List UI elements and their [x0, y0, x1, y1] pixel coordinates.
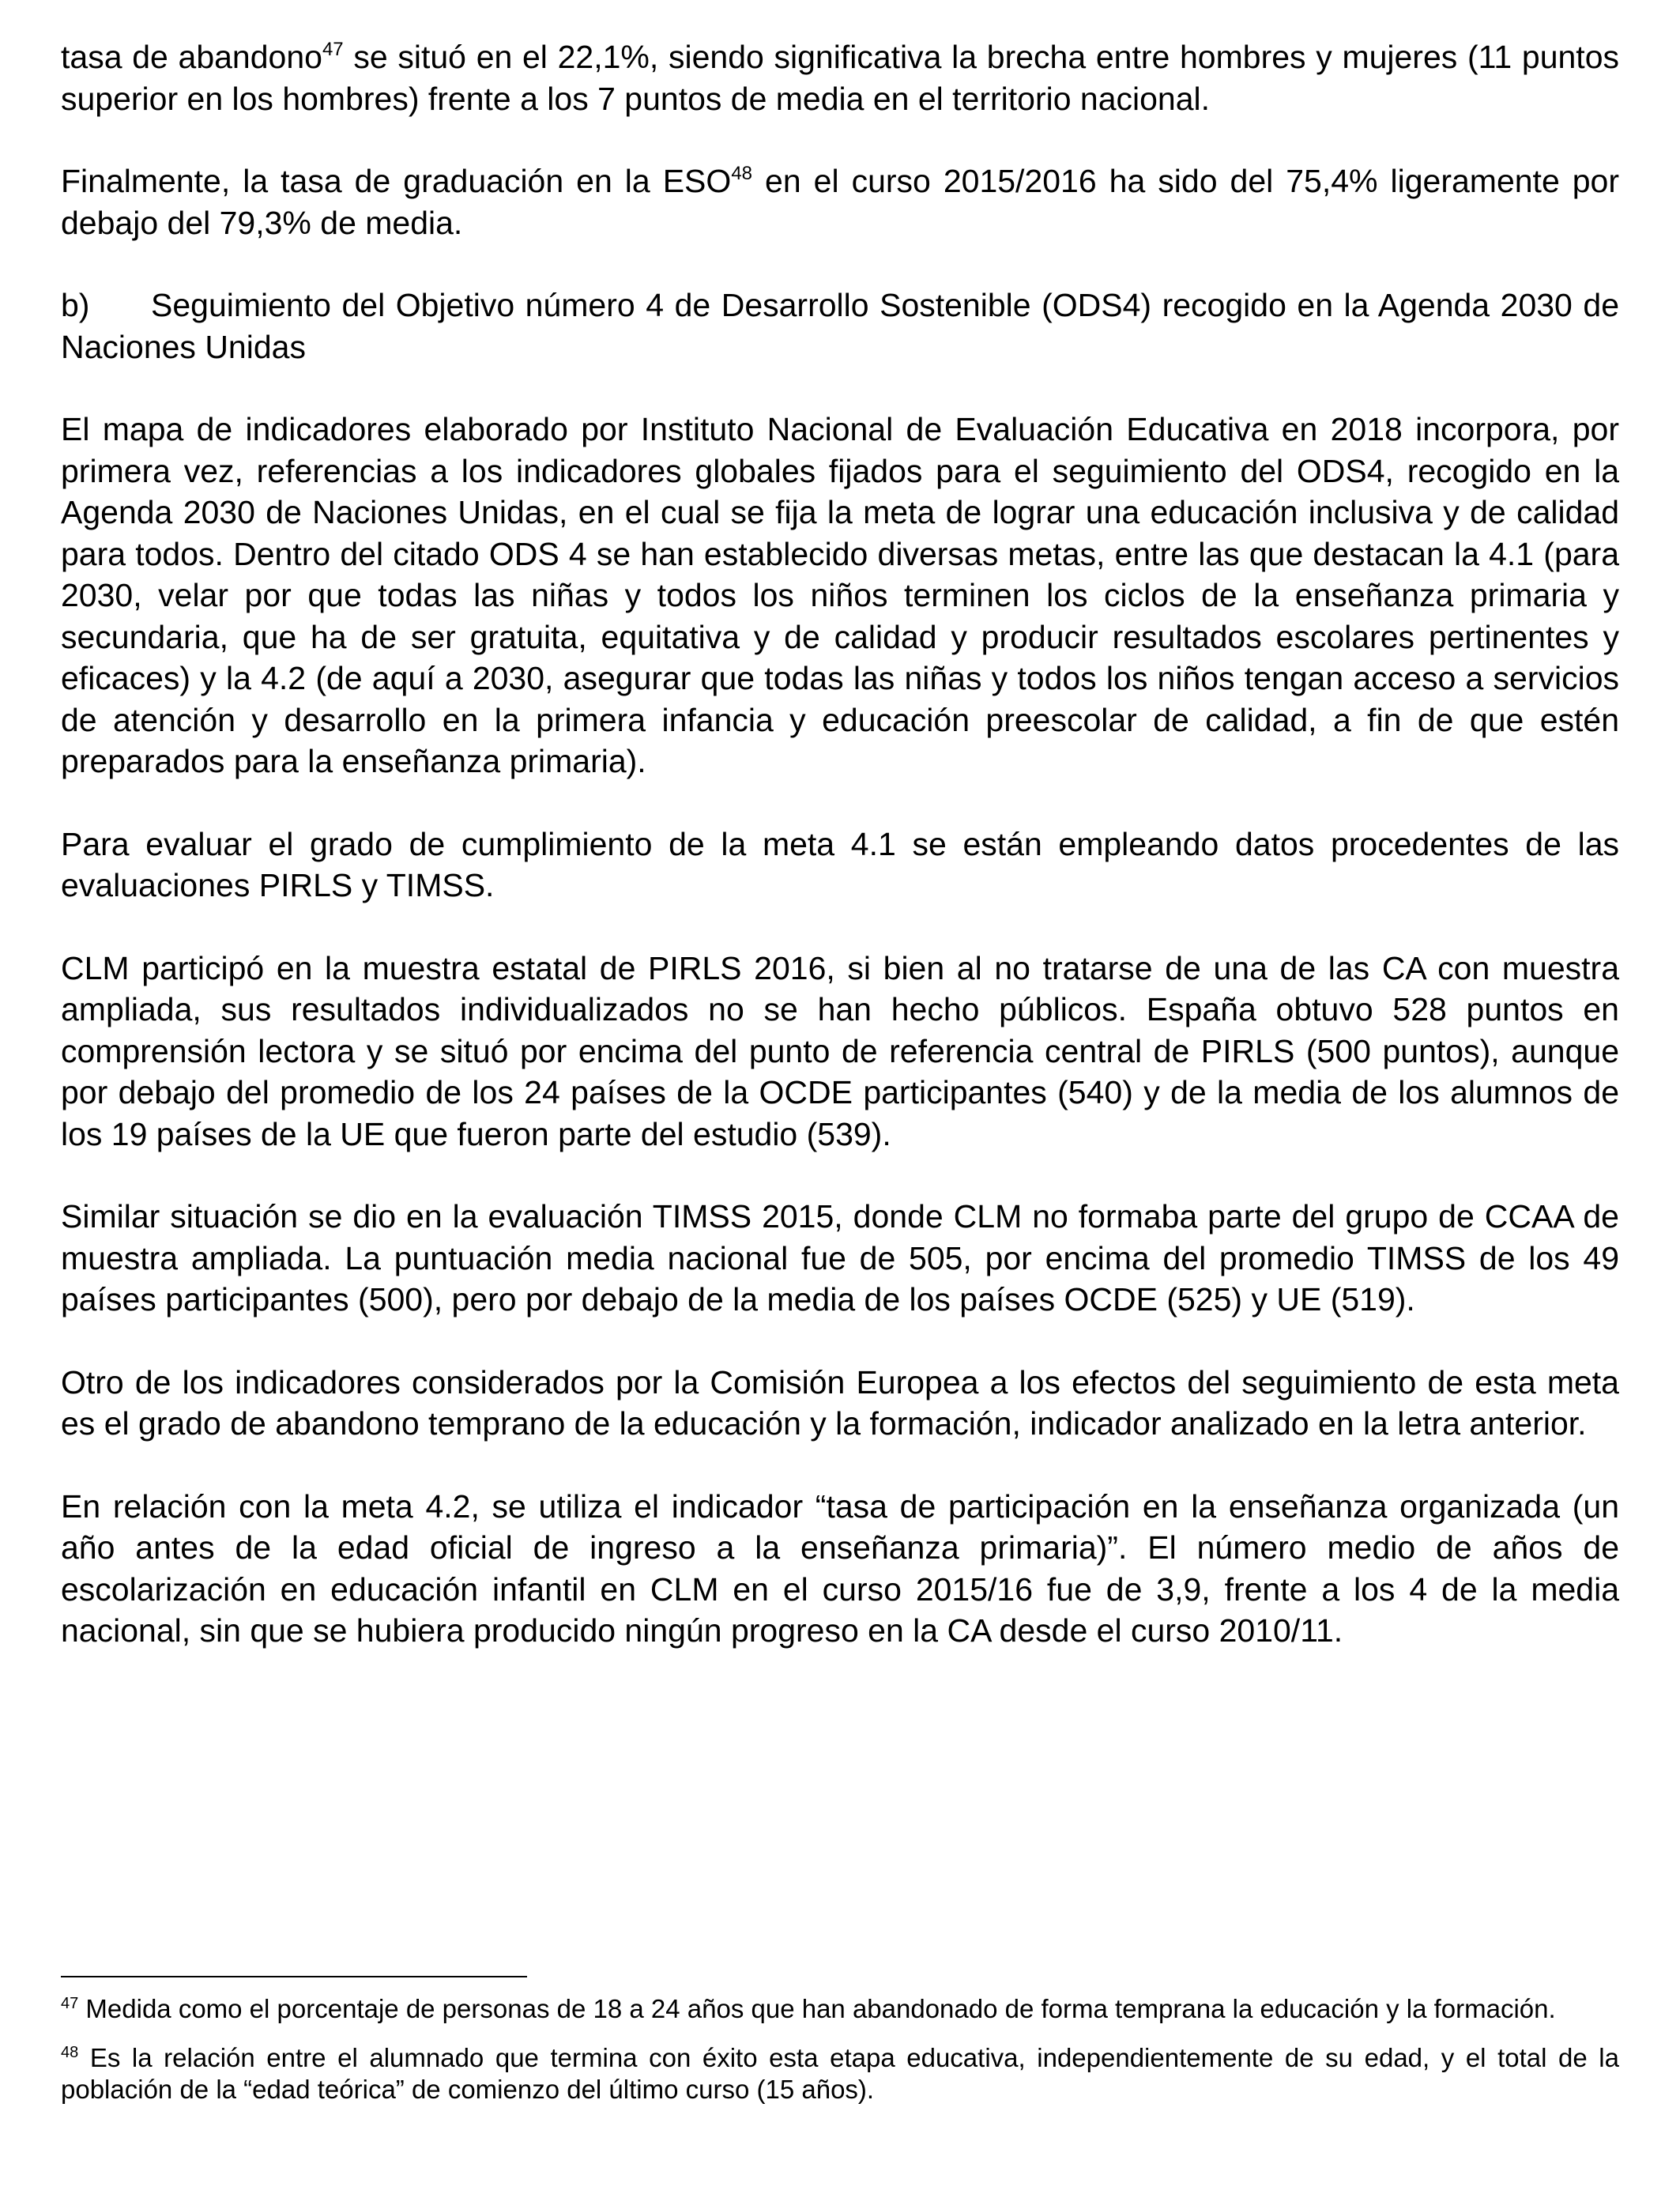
- paragraph-pirls: CLM participó en la muestra estatal de PIRLS 2016, si bien al no tratarse de una de las CA con muestra ampliada, sus resultados individualizados no se han hecho públicos. España obtuvo 528 puntos en comprensión lectora y se situó por encima del punto de referencia central de PIRLS (500 puntos), aunque por debajo del promedio de los 24 países de la OCDE participantes (540) y de la media de los alumnos de los 19 países de la UE que fueron parte del estudio (539).: [61, 949, 1619, 1152]
- paragraph-abandono: [61, 36, 1619, 119]
- footnote-48: [61, 2042, 1619, 2105]
- footnote-text: Medida como el porcentaje de personas de 18 a 24 años que han abandonado de forma temprana la educación y la formación.: [78, 1994, 1556, 2023]
- paragraph-abandono-temprano: Otro de los indicadores considerados por la Comisión Europea a los efectos del seguimiento de esta meta es el grado de abandono temprano de la educación y la formación, indicador analizado en la letra anterior.: [61, 1363, 1619, 1442]
- document-body: [61, 36, 1619, 1652]
- paragraph-meta-4-2: En relación con la meta 4.2, se utiliza el indicador “tasa de participación en la enseñanza organizada (un año antes de la edad oficial de ingreso a la enseñanza primaria)”. El número medio de años de escolarización en educación infantil en CLM en el curso 2015/16 fue de 3,9, frente a los 4 de la media nacional, sin que se hubiera producido ningún progreso en la CA desde el curso 2010/11.: [61, 1487, 1619, 1649]
- footnotes: [61, 1976, 1619, 2123]
- footnote-number: 47: [61, 1995, 79, 2012]
- paragraph-text: tasa de abandono: [61, 39, 322, 75]
- footnote-ref-47[interactable]: 47: [322, 39, 344, 60]
- paragraph-text: en el curso 2015/2016 ha sido del 75,4% ligeramente por debajo del 79,3% de media.: [61, 163, 1620, 241]
- section-heading-text: Seguimiento del Objetivo número 4 de Desarrollo Sostenible (ODS4) recogido en la Agenda 2030 de Naciones Unidas: [61, 287, 1619, 365]
- paragraph-text: se situó en el 22,1%, siendo significativa la brecha entre hombres y mujeres (11 puntos superior en los hombres) frente a los 7 puntos de media en el territorio nacional.: [61, 39, 1619, 117]
- footnote-47: [61, 1993, 1619, 2025]
- footnote-ref-48[interactable]: 48: [731, 163, 753, 184]
- paragraph-graduacion: [61, 160, 1619, 243]
- footnote-number: 48: [61, 2044, 79, 2061]
- footnote-text: Es la relación entre el alumnado que termina con éxito esta etapa educativa, independientemente de su edad, y el total de la población de la “edad teórica” de comienzo del último curso (15 años).: [61, 2043, 1619, 2104]
- paragraph-meta-4-1: Para evaluar el grado de cumplimiento de la meta 4.1 se están empleando datos procedentes de las evaluaciones PIRLS y TIMSS.: [61, 825, 1619, 903]
- paragraph-timss: Similar situación se dio en la evaluación TIMSS 2015, donde CLM no formaba parte del grupo de CCAA de muestra ampliada. La puntuación media nacional fue de 505, por encima del promedio TIMSS de los 49 países participantes (500), pero por debajo de la media de los países OCDE (525) y UE (519).: [61, 1198, 1619, 1318]
- section-label: b): [61, 287, 90, 323]
- paragraph-mapa-indicadores: El mapa de indicadores elaborado por Instituto Nacional de Evaluación Educativa en 2018 incorpora, por primera vez, referencias a los indicadores globales fijados para el seguimiento del ODS4, recogido en la Agenda 2030 de Naciones Unidas, en el cual se fija la meta de lograr una educación inclusiva y de calidad para todos. Dentro del citado ODS 4 se han establecido diversas metas, entre las que destacan la 4.1 (para 2030, velar por que todas las niñas y todos los niños terminen los ciclos de la enseñanza primaria y secundaria, que ha de ser gratuita, equitativa y de calidad y producir resultados escolares pertinentes y eficaces) y la 4.2 (de aquí a 2030, asegurar que todas las niñas y todos los niños tengan acceso a servicios de atención y desarrollo en la primera infancia y educación preescolar de calidad, a fin de que estén preparados para la enseñanza primaria).: [61, 411, 1619, 779]
- section-heading-b: [61, 285, 1619, 368]
- footnote-divider: [61, 1976, 527, 1977]
- paragraph-text: Finalmente, la tasa de graduación en la ESO: [61, 163, 732, 199]
